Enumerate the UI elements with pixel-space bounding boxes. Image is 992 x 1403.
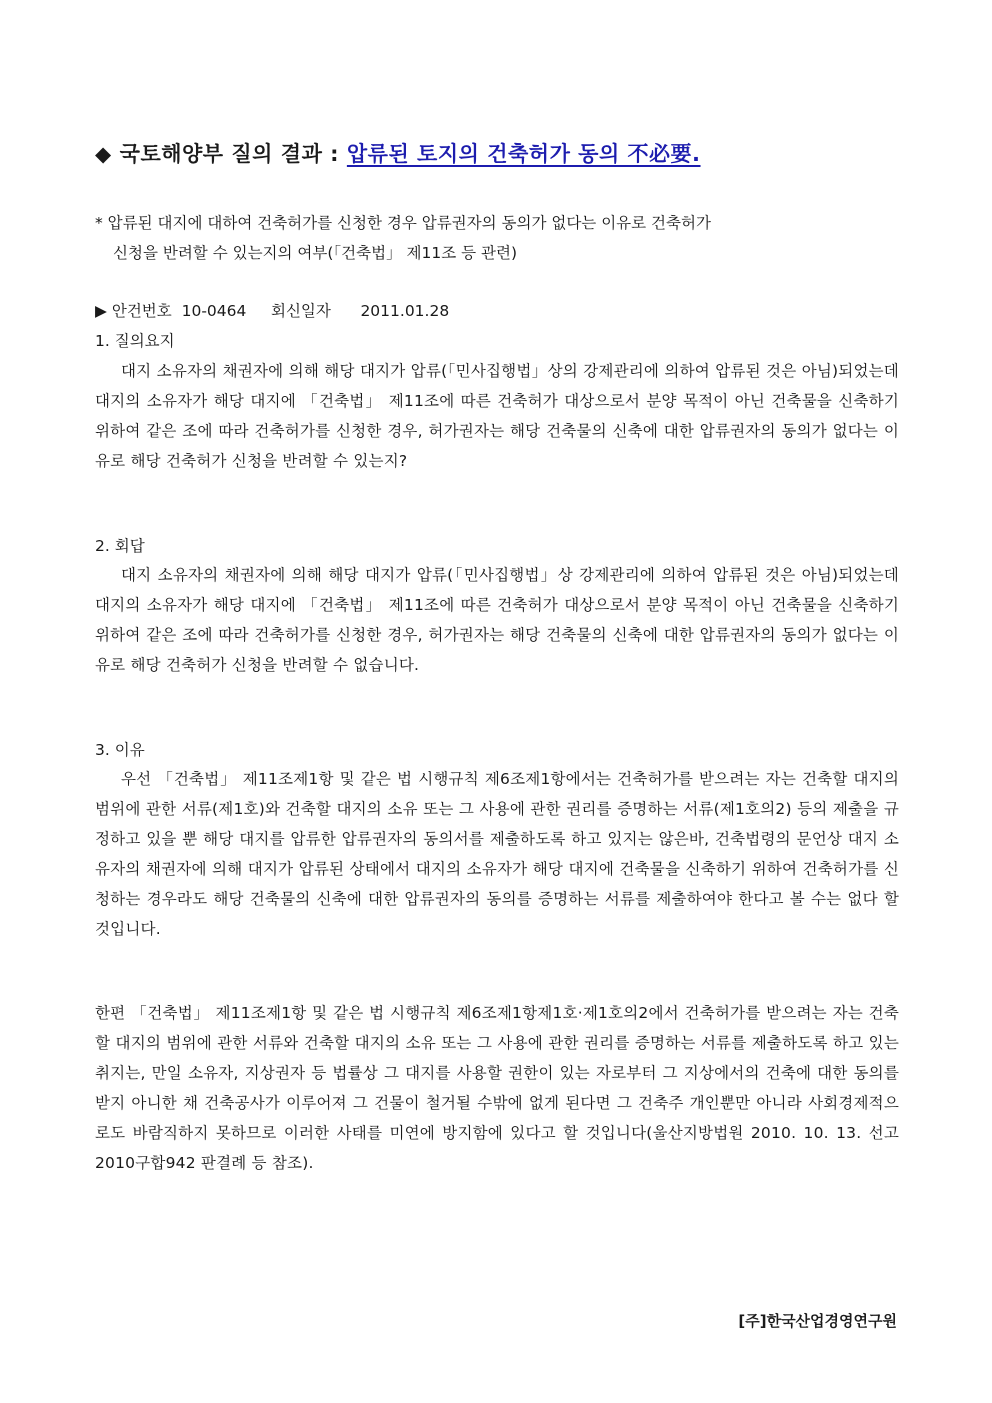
section-3-heading: 3. 이유: [95, 741, 145, 759]
section-1-heading: 1. 질의요지: [95, 332, 175, 350]
title-answer: 압류된 토지의 건축허가 동의 不必要.: [346, 142, 701, 166]
title-question: 국토해양부 질의 결과 :: [119, 142, 340, 166]
note-line-2: 신청을 반려할 수 있는지의 여부(「건축법」 제11조 등 관련): [113, 244, 517, 262]
note-line-1: * 압류된 대지에 대하여 건축허가를 신청한 경우 압류권자의 동의가 없다는 이유로 건축허가: [95, 214, 711, 232]
footer-organization: [주]한국산업경영연구원: [738, 1312, 897, 1330]
question-note: [95, 208, 900, 268]
section-1-body: 대지 소유자의 채권자에 의해 해당 대지가 압류(「민사집행법」상의 강제관리에 의하여 압류된 것은 아님)되었는데 대지의 소유자가 해당 대지에 「건축법」 제11조에 따른 건축허가 대상으로서 분양 목적이 아닌 건축물을 신축하기 위하여 같은 조에 따라 건축허가를 신청한 경우, 허가권자는 해당 건축물의 신축에 대한 압류권자의 동의가 없다는 이유로 해당 건축허가 신청을 반려할 수 있는지?: [95, 362, 899, 470]
page-title: [95, 138, 895, 168]
section-3-body-1: 우선 「건축법」 제11조제1항 및 같은 법 시행규칙 제6조제1항에서는 건축허가를 받으려는 자는 건축할 대지의 범위에 관한 서류(제1호)와 건축할 대지의 소유 또는 그 사용에 관한 권리를 증명하는 서류(제1호의2) 등의 제출을 규정하고 있을 뿐 해당 대지를 압류한 압류권자의 동의서를 제출하도록 하고 있지는 않은바, 건축법령의 문언상 대지 소유자의 채권자에 의해 대지가 압류된 상태에서 대지의 소유자가 해당 대지에 건축물을 신축하기 위하여 건축허가를 신청하는 경우라도 해당 건축물의 신축에 대한 압류권자의 동의를 증명하는 서류를 제출하여야 한다고 볼 수는 없다 할 것입니다.: [95, 770, 899, 938]
section-2-body: 대지 소유자의 채권자에 의해 해당 대지가 압류(「민사집행법」상 강제관리에 의하여 압류된 것은 아님)되었는데 대지의 소유자가 해당 대지에 「건축법」 제11조에 따른 건축허가 대상으로서 분양 목적이 아닌 건축물을 신축하기 위하여 같은 조에 따라 건축허가를 신청한 경우, 허가권자는 해당 건축물의 신축에 대한 압류권자의 동의가 없다는 이유로 해당 건축허가 신청을 반려할 수 없습니다.: [95, 566, 899, 674]
diamond-bullet: ◆: [95, 142, 112, 166]
case-info: ▶ 안건번호 10-0464 회신일자 2011.01.28: [95, 302, 450, 320]
section-3-body-2: 한편 「건축법」 제11조제1항 및 같은 법 시행규칙 제6조제1항제1호·제1호의2에서 건축허가를 받으려는 자는 건축할 대지의 범위에 관한 서류와 건축할 대지의 소유 또는 그 사용에 관한 권리를 증명하는 서류를 제출하도록 하고 있는 취지는, 만일 소유자, 지상권자 등 법률상 그 대지를 사용할 권한이 있는 자로부터 그 지상에서의 건축에 대한 동의를 받지 아니한 채 건축공사가 이루어져 그 건물이 철거될 수밖에 없게 된다면 그 건축주 개인뿐만 아니라 사회경제적으로도 바람직하지 못하므로 이러한 사태를 미연에 방지함에 있다고 할 것입니다(울산지방법원 2010. 10. 13. 선고 2010구합942 판결례 등 참조).: [95, 1004, 899, 1172]
section-2-heading: 2. 회답: [95, 537, 145, 555]
